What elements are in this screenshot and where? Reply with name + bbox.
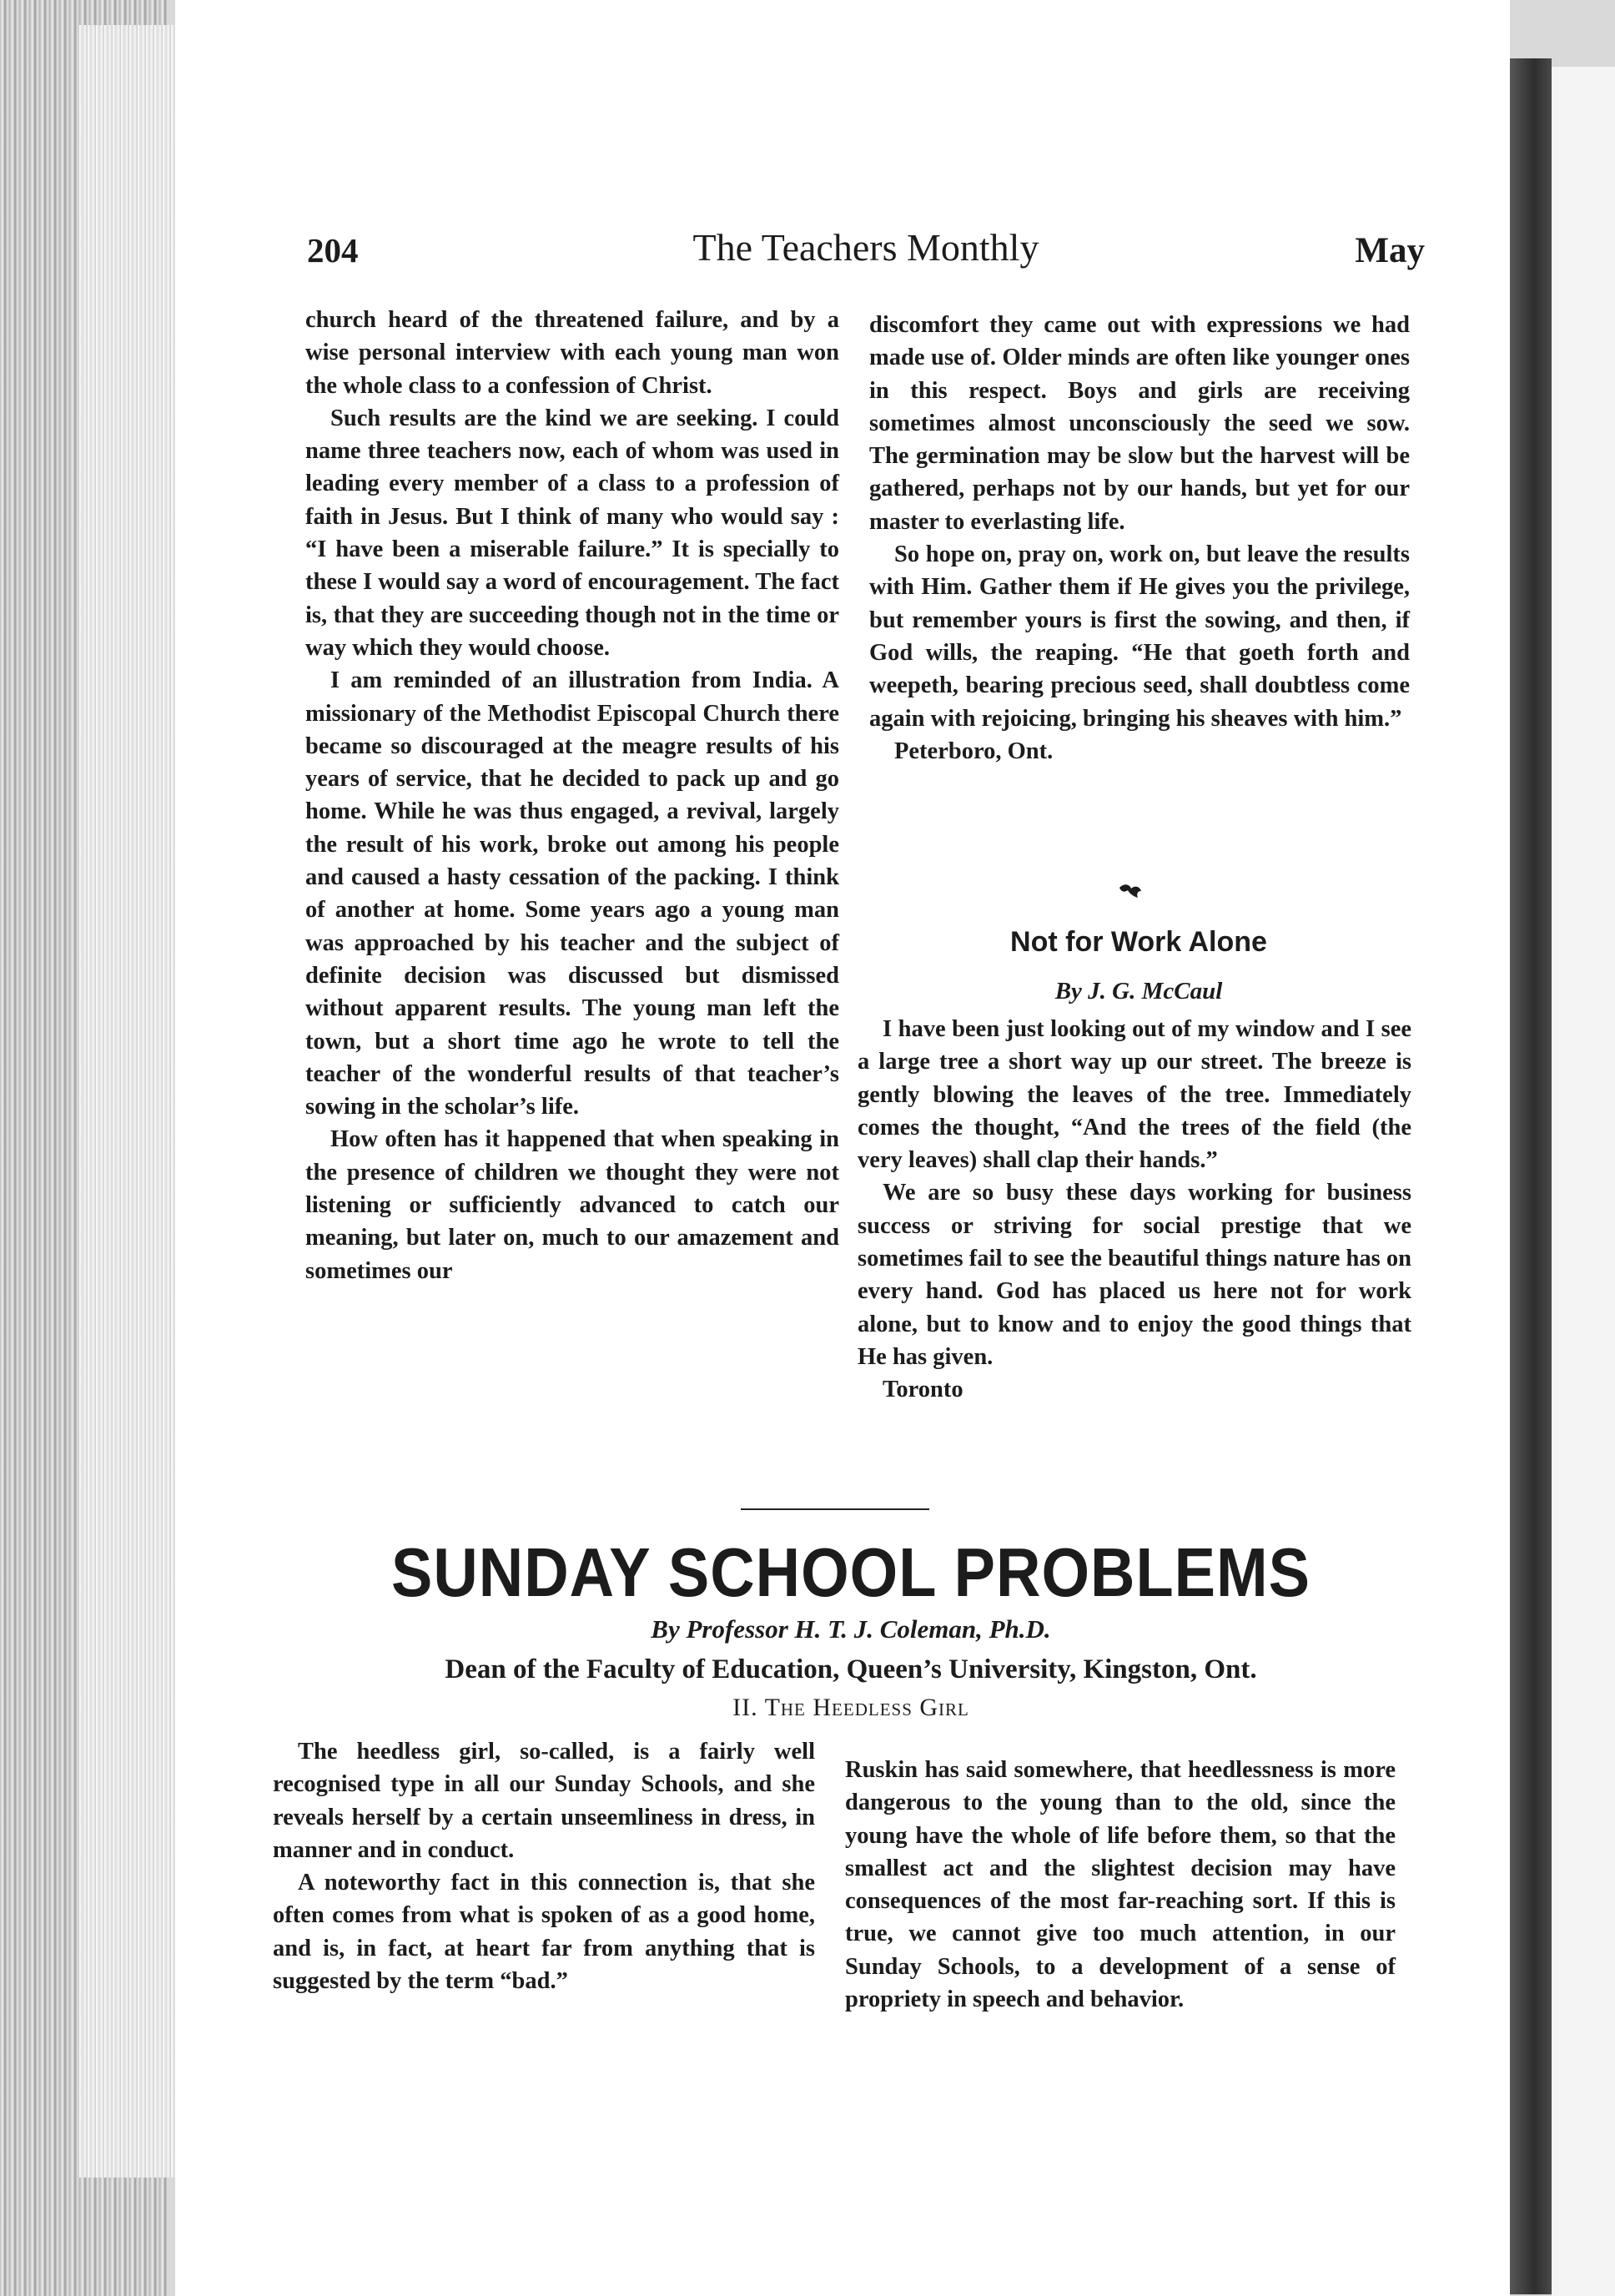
page-gutter-shadow — [1508, 58, 1552, 2294]
facing-page-edge — [1552, 67, 1615, 2296]
article-3-left-column — [273, 1735, 815, 1997]
article-3-affiliation: Dean of the Faculty of Education, Queen’s University, Kingston, Ont. — [445, 1654, 1257, 1684]
issue-month: May — [1355, 231, 1425, 270]
article-3-section-heading: II. The Heedless Girl — [732, 1694, 969, 1721]
fleuron-ornament — [1118, 881, 1143, 899]
paragraph: I have been just looking out of my window and I see a large tree a short way up our street. The breeze is gently blowing the leaves of the tree. Immediately comes the thought, “And the trees of the field (the very leaves) shall clap their hands.” — [858, 1016, 1411, 1174]
article-1-right-column — [869, 309, 1410, 768]
section-divider — [741, 1508, 929, 1510]
paragraph: Such results are the kind we are seeking. I could name three teachers now, each of whom was used in leading every member of a class to a profession of faith in Jesus. But I think of many who would say : “I have been a miserable failure.” It is specially to these I would say a word of encouragement. The fact is, that they are succeeding though not in the time or way which they would choose. — [305, 405, 839, 661]
article-3-right-column — [845, 1754, 1396, 2016]
article-3-title: SUNDAY SCHOOL PROBLEMS — [390, 1533, 1311, 1611]
paragraph: The heedless girl, so-called, is a fairly well recognised type in all our Sunday Schools, and she reveals herself by a certain unseemliness in dress, in manner and in conduct. — [273, 1739, 815, 1863]
paragraph: So hope on, pray on, work on, but leave the results with Him. Gather them if He gives you the privilege, but remember yours is first the sowing, and then, if God wills, the reaping. “He that goeth forth and weepeth, bearing precious seed, shall doubtless come again with rejoicing, bringing his sheaves with him.” — [869, 541, 1410, 732]
running-header — [307, 226, 1425, 280]
journal-title: The Teachers Monthly — [692, 226, 1039, 269]
paragraph: A noteworthy fact in this connection is, that she often comes from what is spoken of as a good home, and is, in fact, at heart far from anything that is suggested by the term “bad.” — [273, 1870, 815, 1995]
book-page-stack — [79, 25, 175, 2178]
article-1-left-column — [305, 304, 839, 1287]
article-2-title: Not for Work Alone — [1010, 926, 1267, 958]
page-number: 204 — [307, 231, 359, 269]
article-signoff: Toronto — [883, 1377, 963, 1403]
paragraph: We are so busy these days working for business success or striving for social prestige that we sometimes fail to see the beautiful things nature has on every hand. God has placed us here not for work alone, but to know and to enjoy the good things that He has given. — [858, 1180, 1411, 1370]
article-3-byline: By Professor H. T. J. Coleman, Ph.D. — [651, 1614, 1051, 1644]
paragraph: Ruskin has said somewhere, that heedlessness is more dangerous to the young than to the old, since the young have the whole of life before them, so that the smallest act and the slightest decision may have consequences of the most far-reaching sort. If this is true, we cannot give too much attention, in our Sunday Schools, to a development of a sense of propriety in speech and behavior. — [845, 1757, 1396, 2013]
paragraph: How often has it happened that when speaking in the presence of children we thought they were not listening or sufficiently advanced to catch our meaning, but later on, much to our amazement and sometimes our — [305, 1126, 839, 1284]
article-2-body — [858, 1013, 1411, 1407]
paragraph: church heard of the threatened failure, and by a wise personal interview with each young man won the whole class to a confession of Christ. — [305, 307, 839, 399]
paragraph: discomfort they came out with expressions we had made use of. Older minds are often like younger ones in this respect. Boys and girls are receiving sometimes almost unconsciously the seed we sow. The germination may be slow but the harvest will be gathered, perhaps not by our hands, but yet for our master to everlasting life. — [869, 312, 1410, 535]
article-2-byline: By J. G. McCaul — [1054, 978, 1223, 1004]
paragraph: I am reminded of an illustration from India. A missionary of the Methodist Episcopal Church there became so discouraged at the meagre results of his years of service, that he decided to pack up and go home. While he was thus engaged, a revival, largely the result of his work, broke out among his people and caused a hasty cessation of the packing. I think of another at home. Some years ago a young man was approached by his teacher and the subject of definite decision was discussed but dismissed without apparent results. The young man left the town, but a short time ago he wrote to tell the teacher of the wonderful results of that teacher’s sowing in the scholar’s life. — [305, 667, 839, 1120]
article-signoff: Peterboro, Ont. — [894, 738, 1054, 764]
